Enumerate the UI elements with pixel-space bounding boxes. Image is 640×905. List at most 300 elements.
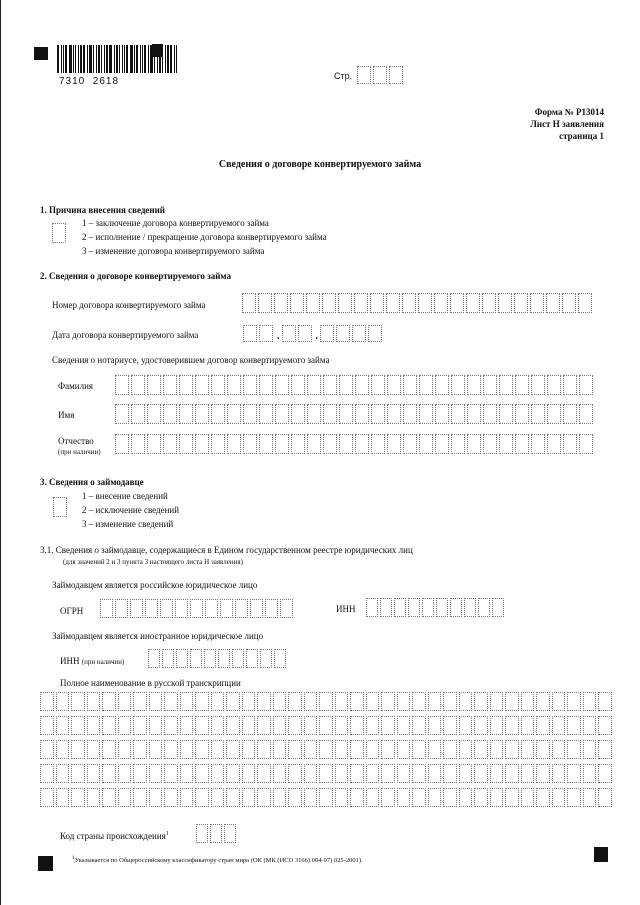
- input-cell[interactable]: [428, 740, 442, 759]
- input-cell[interactable]: [304, 788, 318, 807]
- input-cell[interactable]: [386, 293, 400, 313]
- input-cell[interactable]: [257, 764, 271, 783]
- input-cell[interactable]: [164, 740, 178, 759]
- input-cell[interactable]: [350, 788, 364, 807]
- input-cell[interactable]: [56, 692, 70, 711]
- input-cell[interactable]: [381, 764, 395, 783]
- input-cell[interactable]: [130, 599, 143, 618]
- input-cell[interactable]: [274, 649, 286, 668]
- input-cell[interactable]: [403, 404, 417, 424]
- input-cell[interactable]: [443, 740, 457, 759]
- input-cell[interactable]: [273, 764, 287, 783]
- input-cell[interactable]: [179, 434, 193, 454]
- input-cell[interactable]: [273, 716, 287, 735]
- input-cell[interactable]: [474, 740, 488, 759]
- input-cell[interactable]: [467, 404, 481, 424]
- input-cell[interactable]: [306, 293, 320, 313]
- input-cell[interactable]: [205, 599, 218, 618]
- input-cell[interactable]: [490, 788, 504, 807]
- input-cell[interactable]: [204, 649, 216, 668]
- input-cell[interactable]: [118, 764, 132, 783]
- input-cell[interactable]: [515, 434, 529, 454]
- input-cell[interactable]: [428, 716, 442, 735]
- input-cell[interactable]: [164, 788, 178, 807]
- input-cell[interactable]: [394, 598, 406, 617]
- input-cell[interactable]: [335, 788, 349, 807]
- input-cell[interactable]: [387, 434, 401, 454]
- input-cell[interactable]: [419, 404, 433, 424]
- input-cell[interactable]: [443, 764, 457, 783]
- input-cell[interactable]: [567, 692, 581, 711]
- input-cell[interactable]: [87, 692, 101, 711]
- full-name-row[interactable]: [40, 788, 614, 807]
- input-cell[interactable]: [160, 599, 173, 618]
- input-cell[interactable]: [499, 375, 513, 395]
- input-cell[interactable]: [435, 375, 449, 395]
- input-cell[interactable]: [190, 599, 203, 618]
- input-cell[interactable]: [288, 764, 302, 783]
- input-cell[interactable]: [567, 788, 581, 807]
- input-cell[interactable]: [563, 375, 577, 395]
- full-name-row[interactable]: [40, 692, 614, 711]
- input-cell[interactable]: [547, 434, 561, 454]
- input-cell[interactable]: [531, 375, 545, 395]
- input-cell[interactable]: [435, 434, 449, 454]
- input-cell[interactable]: [211, 740, 225, 759]
- input-cell[interactable]: [242, 293, 256, 313]
- surname-input[interactable]: [115, 375, 595, 395]
- input-cell[interactable]: [259, 434, 273, 454]
- input-cell[interactable]: [490, 740, 504, 759]
- input-cell[interactable]: [366, 740, 380, 759]
- input-cell[interactable]: [226, 692, 240, 711]
- input-cell[interactable]: [175, 599, 188, 618]
- input-cell[interactable]: [459, 716, 473, 735]
- input-cell[interactable]: [226, 716, 240, 735]
- country-code-input[interactable]: [196, 824, 238, 843]
- input-cell[interactable]: [226, 740, 240, 759]
- input-cell[interactable]: [563, 404, 577, 424]
- input-cell[interactable]: [474, 692, 488, 711]
- input-cell[interactable]: [190, 649, 202, 668]
- input-cell[interactable]: [483, 375, 497, 395]
- input-cell[interactable]: [474, 764, 488, 783]
- input-cell[interactable]: [265, 599, 278, 618]
- input-cell[interactable]: [474, 788, 488, 807]
- input-cell[interactable]: [492, 598, 504, 617]
- input-cell[interactable]: [483, 404, 497, 424]
- input-cell[interactable]: [579, 404, 593, 424]
- input-cell[interactable]: [220, 599, 233, 618]
- input-cell[interactable]: [180, 764, 194, 783]
- input-cell[interactable]: [242, 716, 256, 735]
- input-cell[interactable]: [397, 740, 411, 759]
- input-cell[interactable]: [490, 716, 504, 735]
- input-cell[interactable]: [422, 598, 434, 617]
- input-cell[interactable]: [180, 692, 194, 711]
- input-cell[interactable]: [408, 598, 420, 617]
- input-cell[interactable]: [56, 740, 70, 759]
- input-cell[interactable]: [319, 764, 333, 783]
- input-cell[interactable]: [40, 764, 54, 783]
- input-cell[interactable]: [451, 404, 465, 424]
- full-name-row[interactable]: [40, 740, 614, 759]
- input-cell[interactable]: [115, 599, 128, 618]
- input-cell[interactable]: [505, 740, 519, 759]
- input-cell[interactable]: [498, 293, 512, 313]
- input-cell[interactable]: [307, 434, 321, 454]
- input-cell[interactable]: [562, 293, 576, 313]
- input-cell[interactable]: [179, 404, 193, 424]
- input-cell[interactable]: [211, 716, 225, 735]
- input-cell[interactable]: [288, 692, 302, 711]
- input-cell[interactable]: [246, 649, 258, 668]
- input-cell[interactable]: [530, 293, 544, 313]
- input-cell[interactable]: [397, 788, 411, 807]
- input-cell[interactable]: [257, 692, 271, 711]
- input-cell[interactable]: [515, 404, 529, 424]
- input-cell[interactable]: [195, 375, 209, 395]
- input-cell[interactable]: [163, 375, 177, 395]
- input-cell[interactable]: [579, 434, 593, 454]
- input-cell[interactable]: [387, 375, 401, 395]
- input-cell[interactable]: [499, 434, 513, 454]
- input-cell[interactable]: [291, 434, 305, 454]
- input-cell[interactable]: [211, 764, 225, 783]
- input-cell[interactable]: [163, 434, 177, 454]
- input-cell[interactable]: [319, 788, 333, 807]
- input-cell[interactable]: [366, 598, 378, 617]
- input-cell[interactable]: [180, 740, 194, 759]
- input-cell[interactable]: [145, 599, 158, 618]
- input-cell[interactable]: [403, 375, 417, 395]
- input-cell[interactable]: [381, 716, 395, 735]
- input-cell[interactable]: [102, 692, 116, 711]
- input-cell[interactable]: [56, 716, 70, 735]
- input-cell[interactable]: [474, 716, 488, 735]
- page-number-field[interactable]: [357, 66, 405, 84]
- input-cell[interactable]: [536, 764, 550, 783]
- input-cell[interactable]: [304, 740, 318, 759]
- input-cell[interactable]: [350, 740, 364, 759]
- input-cell[interactable]: [226, 764, 240, 783]
- input-cell[interactable]: [552, 764, 566, 783]
- input-cell[interactable]: [443, 716, 457, 735]
- input-cell[interactable]: [180, 716, 194, 735]
- input-cell[interactable]: [102, 764, 116, 783]
- input-cell[interactable]: [335, 716, 349, 735]
- input-cell[interactable]: [149, 716, 163, 735]
- input-cell[interactable]: [323, 404, 337, 424]
- input-cell[interactable]: [291, 375, 305, 395]
- input-cell[interactable]: [402, 293, 416, 313]
- input-cell[interactable]: [547, 404, 561, 424]
- input-cell[interactable]: [366, 764, 380, 783]
- input-cell[interactable]: [211, 692, 225, 711]
- input-cell[interactable]: [87, 740, 101, 759]
- input-cell[interactable]: [195, 692, 209, 711]
- input-cell[interactable]: [464, 598, 476, 617]
- input-cell[interactable]: [355, 434, 369, 454]
- input-cell[interactable]: [259, 375, 273, 395]
- input-cell[interactable]: [536, 740, 550, 759]
- input-cell[interactable]: [40, 692, 54, 711]
- input-cell[interactable]: [323, 434, 337, 454]
- input-cell[interactable]: [381, 692, 395, 711]
- input-cell[interactable]: [147, 434, 161, 454]
- input-cell[interactable]: [275, 375, 289, 395]
- input-cell[interactable]: [242, 692, 256, 711]
- input-cell[interactable]: [133, 716, 147, 735]
- input-cell[interactable]: [235, 599, 248, 618]
- input-cell[interactable]: [578, 293, 592, 313]
- full-name-row[interactable]: [40, 764, 614, 783]
- input-cell[interactable]: [521, 692, 535, 711]
- input-cell[interactable]: [118, 740, 132, 759]
- input-cell[interactable]: [179, 375, 193, 395]
- input-cell[interactable]: [412, 788, 426, 807]
- input-cell[interactable]: [210, 824, 222, 843]
- input-cell[interactable]: [521, 764, 535, 783]
- input-cell[interactable]: [567, 764, 581, 783]
- input-cell[interactable]: [428, 764, 442, 783]
- input-cell[interactable]: [274, 293, 288, 313]
- input-cell[interactable]: [242, 740, 256, 759]
- input-cell[interactable]: [149, 788, 163, 807]
- input-cell[interactable]: [227, 375, 241, 395]
- full-name-input[interactable]: [40, 692, 614, 812]
- input-cell[interactable]: [583, 740, 597, 759]
- ogrn-input[interactable]: [100, 599, 295, 618]
- input-cell[interactable]: [419, 375, 433, 395]
- section1-reason-box[interactable]: [52, 223, 66, 243]
- input-cell[interactable]: [443, 692, 457, 711]
- input-cell[interactable]: [397, 764, 411, 783]
- input-cell[interactable]: [307, 375, 321, 395]
- input-cell[interactable]: [436, 598, 448, 617]
- input-cell[interactable]: [195, 788, 209, 807]
- input-cell[interactable]: [40, 788, 54, 807]
- input-cell[interactable]: [531, 404, 545, 424]
- input-cell[interactable]: [148, 649, 160, 668]
- input-cell[interactable]: [552, 740, 566, 759]
- input-cell[interactable]: [403, 434, 417, 454]
- input-cell[interactable]: [499, 404, 513, 424]
- input-cell[interactable]: [211, 375, 225, 395]
- input-cell[interactable]: [71, 716, 85, 735]
- input-cell[interactable]: [131, 404, 145, 424]
- input-cell[interactable]: [536, 692, 550, 711]
- input-cell[interactable]: [412, 764, 426, 783]
- input-cell[interactable]: [412, 692, 426, 711]
- input-cell[interactable]: [162, 649, 174, 668]
- input-cell[interactable]: [304, 692, 318, 711]
- input-cell[interactable]: [380, 598, 392, 617]
- input-cell[interactable]: [505, 716, 519, 735]
- input-cell[interactable]: [71, 740, 85, 759]
- input-cell[interactable]: [118, 788, 132, 807]
- input-cell[interactable]: [195, 740, 209, 759]
- input-cell[interactable]: [381, 788, 395, 807]
- input-cell[interactable]: [397, 692, 411, 711]
- input-cell[interactable]: [419, 434, 433, 454]
- patronymic-input[interactable]: [115, 434, 595, 454]
- input-cell[interactable]: [102, 788, 116, 807]
- input-cell[interactable]: [490, 692, 504, 711]
- input-cell[interactable]: [290, 293, 304, 313]
- input-cell[interactable]: [164, 764, 178, 783]
- input-cell[interactable]: [567, 716, 581, 735]
- input-cell[interactable]: [371, 404, 385, 424]
- input-cell[interactable]: [505, 788, 519, 807]
- input-cell[interactable]: [412, 716, 426, 735]
- input-cell[interactable]: [514, 293, 528, 313]
- input-cell[interactable]: [552, 788, 566, 807]
- input-cell[interactable]: [434, 293, 448, 313]
- input-cell[interactable]: [335, 764, 349, 783]
- name-input[interactable]: [115, 404, 595, 424]
- input-cell[interactable]: [196, 824, 208, 843]
- input-cell[interactable]: [227, 404, 241, 424]
- full-name-row[interactable]: [40, 716, 614, 735]
- input-cell[interactable]: [242, 788, 256, 807]
- input-cell[interactable]: [552, 692, 566, 711]
- input-cell[interactable]: [226, 788, 240, 807]
- input-cell[interactable]: [243, 434, 257, 454]
- input-cell[interactable]: [149, 740, 163, 759]
- input-cell[interactable]: [149, 764, 163, 783]
- input-cell[interactable]: [243, 375, 257, 395]
- input-cell[interactable]: [583, 764, 597, 783]
- input-cell[interactable]: [355, 404, 369, 424]
- input-cell[interactable]: [291, 404, 305, 424]
- input-cell[interactable]: [598, 764, 612, 783]
- input-cell[interactable]: [505, 764, 519, 783]
- input-cell[interactable]: [350, 716, 364, 735]
- input-cell[interactable]: [478, 598, 490, 617]
- input-cell[interactable]: [319, 716, 333, 735]
- input-cell[interactable]: [598, 692, 612, 711]
- input-cell[interactable]: [304, 716, 318, 735]
- input-cell[interactable]: [443, 788, 457, 807]
- input-cell[interactable]: [115, 404, 129, 424]
- input-cell[interactable]: [258, 293, 272, 313]
- inn-input[interactable]: [366, 598, 506, 617]
- input-cell[interactable]: [319, 692, 333, 711]
- input-cell[interactable]: [335, 740, 349, 759]
- input-cell[interactable]: [354, 293, 368, 313]
- input-cell[interactable]: [531, 434, 545, 454]
- input-cell[interactable]: [56, 788, 70, 807]
- input-cell[interactable]: [459, 740, 473, 759]
- contract-number-input[interactable]: [242, 293, 594, 313]
- input-cell[interactable]: [547, 375, 561, 395]
- input-cell[interactable]: [598, 740, 612, 759]
- input-cell[interactable]: [40, 716, 54, 735]
- input-cell[interactable]: [451, 434, 465, 454]
- contract-date-input[interactable]: . .: [243, 325, 384, 342]
- input-cell[interactable]: [323, 375, 337, 395]
- input-cell[interactable]: [459, 788, 473, 807]
- input-cell[interactable]: [87, 716, 101, 735]
- input-cell[interactable]: [257, 740, 271, 759]
- input-cell[interactable]: [280, 599, 293, 618]
- input-cell[interactable]: [133, 788, 147, 807]
- input-cell[interactable]: [338, 293, 352, 313]
- input-cell[interactable]: [273, 740, 287, 759]
- input-cell[interactable]: [435, 404, 449, 424]
- input-cell[interactable]: [102, 740, 116, 759]
- input-cell[interactable]: [115, 434, 129, 454]
- input-cell[interactable]: [232, 649, 244, 668]
- input-cell[interactable]: [273, 692, 287, 711]
- input-cell[interactable]: [583, 788, 597, 807]
- input-cell[interactable]: [102, 716, 116, 735]
- input-cell[interactable]: [322, 293, 336, 313]
- input-cell[interactable]: [552, 716, 566, 735]
- input-cell[interactable]: [563, 434, 577, 454]
- input-cell[interactable]: [459, 692, 473, 711]
- input-cell[interactable]: [335, 692, 349, 711]
- input-cell[interactable]: [211, 404, 225, 424]
- input-cell[interactable]: [366, 716, 380, 735]
- input-cell[interactable]: [71, 764, 85, 783]
- input-cell[interactable]: [482, 293, 496, 313]
- input-cell[interactable]: [257, 716, 271, 735]
- input-cell[interactable]: [371, 375, 385, 395]
- input-cell[interactable]: [521, 716, 535, 735]
- input-cell[interactable]: [450, 293, 464, 313]
- input-cell[interactable]: [195, 716, 209, 735]
- input-cell[interactable]: [483, 434, 497, 454]
- input-cell[interactable]: [275, 404, 289, 424]
- input-cell[interactable]: [133, 692, 147, 711]
- input-cell[interactable]: [428, 692, 442, 711]
- input-cell[interactable]: [147, 404, 161, 424]
- input-cell[interactable]: [87, 788, 101, 807]
- input-cell[interactable]: [164, 692, 178, 711]
- input-cell[interactable]: [118, 692, 132, 711]
- input-cell[interactable]: [227, 434, 241, 454]
- input-cell[interactable]: [288, 740, 302, 759]
- input-cell[interactable]: [467, 375, 481, 395]
- input-cell[interactable]: [56, 764, 70, 783]
- input-cell[interactable]: [598, 788, 612, 807]
- input-cell[interactable]: [339, 434, 353, 454]
- input-cell[interactable]: [583, 716, 597, 735]
- foreign-inn-input[interactable]: [148, 649, 288, 668]
- input-cell[interactable]: [115, 375, 129, 395]
- input-cell[interactable]: [250, 599, 263, 618]
- input-cell[interactable]: [71, 692, 85, 711]
- input-cell[interactable]: [339, 404, 353, 424]
- input-cell[interactable]: [350, 764, 364, 783]
- input-cell[interactable]: [304, 764, 318, 783]
- input-cell[interactable]: [211, 434, 225, 454]
- input-cell[interactable]: [583, 692, 597, 711]
- input-cell[interactable]: [598, 716, 612, 735]
- input-cell[interactable]: [275, 434, 289, 454]
- input-cell[interactable]: [339, 375, 353, 395]
- input-cell[interactable]: [370, 293, 384, 313]
- input-cell[interactable]: [288, 788, 302, 807]
- input-cell[interactable]: [131, 434, 145, 454]
- input-cell[interactable]: [490, 764, 504, 783]
- input-cell[interactable]: [567, 740, 581, 759]
- input-cell[interactable]: [459, 764, 473, 783]
- input-cell[interactable]: [319, 740, 333, 759]
- input-cell[interactable]: [366, 788, 380, 807]
